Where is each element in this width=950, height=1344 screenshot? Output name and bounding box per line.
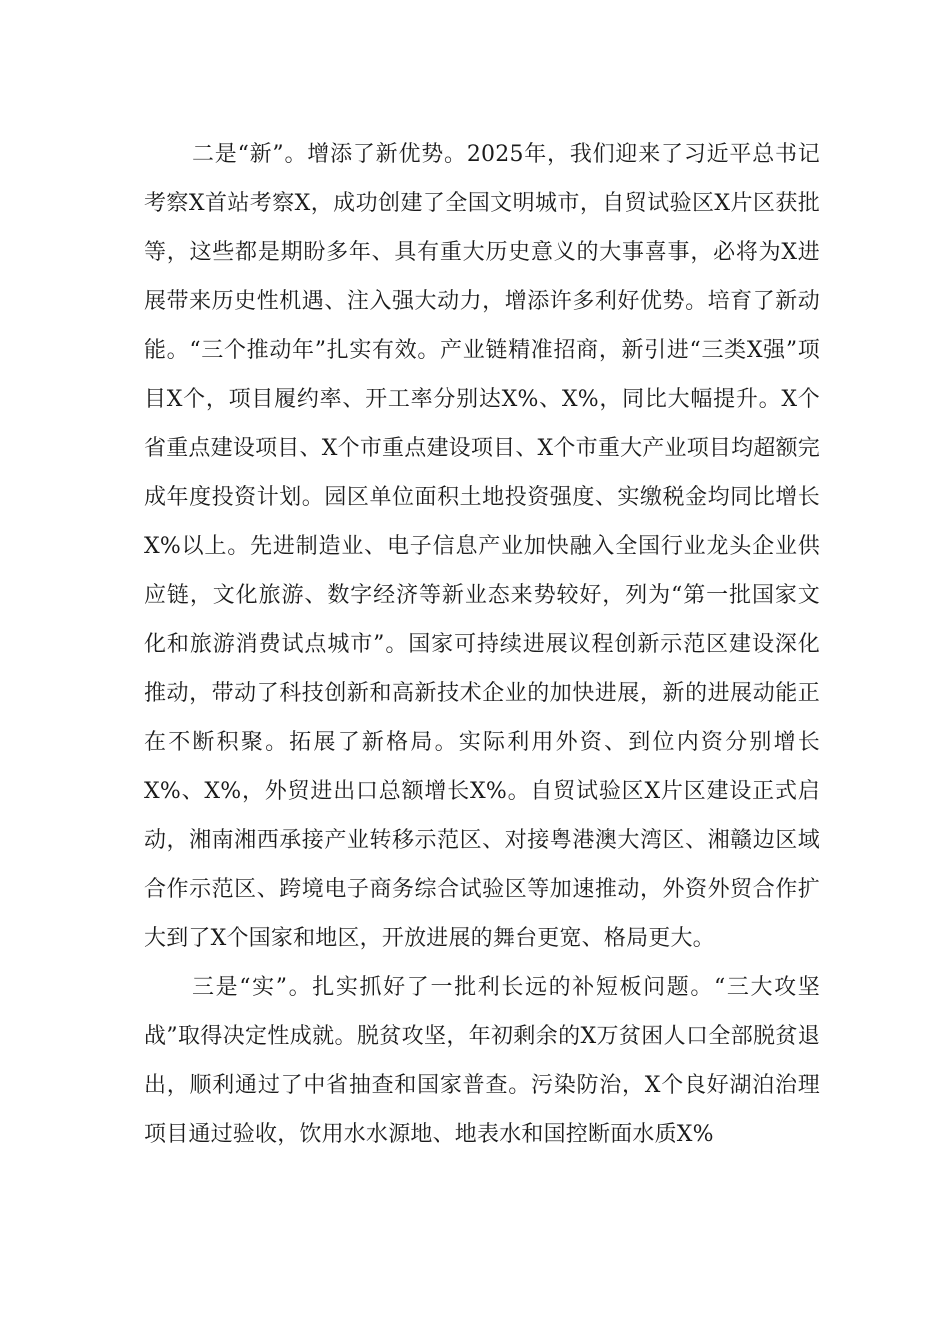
document-body — [144, 130, 820, 1159]
paragraph-solid: 三是“实”。扎实抓好了一批利长远的补短板问题。“三大攻坚战”取得决定性成就。脱贫攻坚，年初剩余的X万贫困人口全部脱贫退出，顺利通过了中省抽查和国家普查。污染防治，X个良好湖泊治理项目通过验收，饮用水水源地、地表水和国控断面水质X% — [144, 975, 820, 1147]
paragraph-new: 二是“新”。增添了新优势。2025年，我们迎来了习近平总书记考察X首站考察X，成功创建了全国文明城市，自贸试验区X片区获批等，这些都是期盼多年、具有重大历史意义的大事喜事，必将为X进展带来历史性机遇、注入强大动力，增添许多利好优势。培育了新动能。“三个推动年”扎实有效。产业链精准招商，新引进“三类X强”项目X个，项目履约率、开工率分别达X%、X%，同比大幅提升。X个省重点建设项目、X个市重点建设项目、X个市重大产业项目均超额完成年度投资计划。园区单位面积土地投资强度、实缴税金均同比增长X%以上。先进制造业、电子信息产业加快融入全国行业龙头企业供应链，文化旅游、数字经济等新业态来势较好，列为“第一批国家文化和旅游消费试点城市”。国家可持续进展议程创新示范区建设深化推动，带动了科技创新和高新技术企业的加快进展，新的进展动能正在不断积聚。拓展了新格局。实际利用外资、到位内资分别增长X%、X%，外贸进出口总额增长X%。自贸试验区X片区建设正式启动，湘南湘西承接产业转移示范区、对接粤港澳大湾区、湘赣边区域合作示范区、跨境电子商务综合试验区等加速推动，外资外贸合作扩大到了X个国家和地区，开放进展的舞台更宽、格局更大。 — [144, 142, 820, 951]
